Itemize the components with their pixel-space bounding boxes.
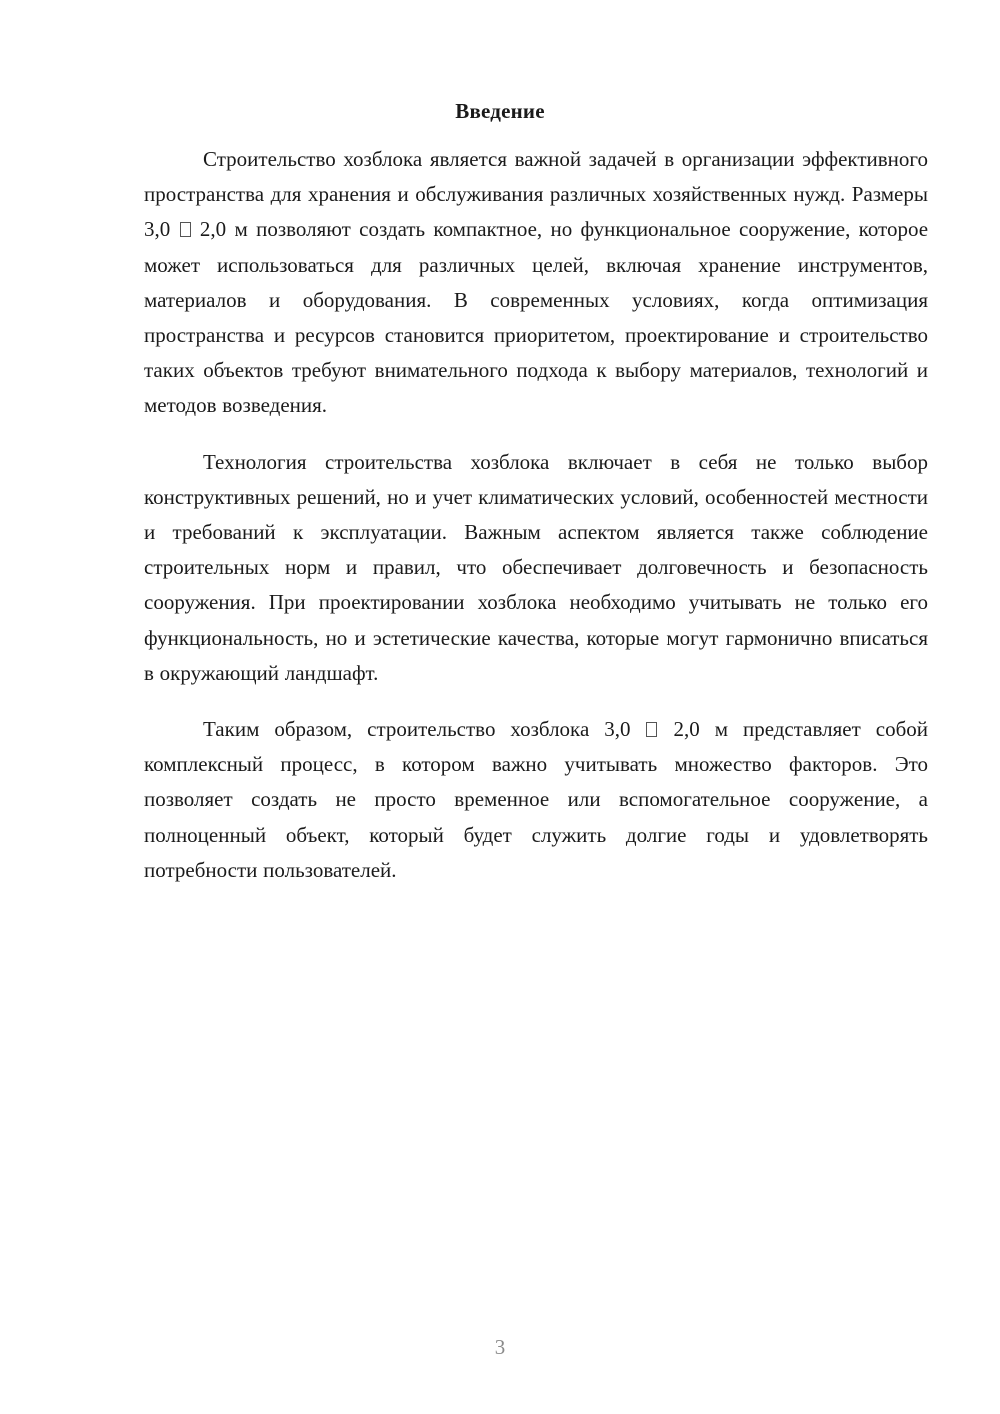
section-heading: Введение [455, 99, 545, 123]
paragraph-intro [144, 142, 928, 424]
paragraph-intro-part-b: 2,0 м позволяют создать компактное, но функциональное сооружение, которое может использоваться для различных целей, включая хранение инструментов, материалов и оборудования. В современных условиях, когда оптимизация пространства и ресурсов становится приоритетом, проектирование и строительство таких объектов требуют внимательного подхода к выбору материалов, технологий и методов возведения. [144, 217, 929, 418]
paragraph-conclusion-part-b: 2,0 м представляет собой комплексный процесс, в котором важно учитывать множество факторов. Это позволяет создать не просто временное или вспомогательное сооружение, а полноценный объект, который будет служить долгие годы и удовлетворять потребности пользователей. [144, 717, 929, 882]
missing-glyph-icon [180, 222, 191, 237]
missing-glyph-icon [646, 722, 657, 737]
paragraph-technology: Технология строительства хозблока включает в себя не только выбор конструктивных решений, но и учет климатических условий, особенностей местности и требований к эксплуатации. Важным аспектом является также соблюдение строительных норм и правил, что обеспечивает долговечность и безопасность сооружения. При проектировании хозблока необходимо учитывать не только его функциональность, но и эстетические качества, которые могут гармонично вписаться в окружающий ландшафт. [144, 449, 928, 685]
paragraph-intro-part-a: Строительство хозблока является важной задачей в организации эффективного пространства для хранения и обслуживания различных хозяйственных нужд. Размеры 3,0 [144, 147, 928, 242]
body-text [144, 142, 928, 909]
page-number: 3 [494, 1335, 506, 1359]
paragraph-conclusion-part-a: Таким образом, строительство хозблока 3,0 [203, 717, 631, 742]
paragraph-conclusion [144, 712, 928, 888]
